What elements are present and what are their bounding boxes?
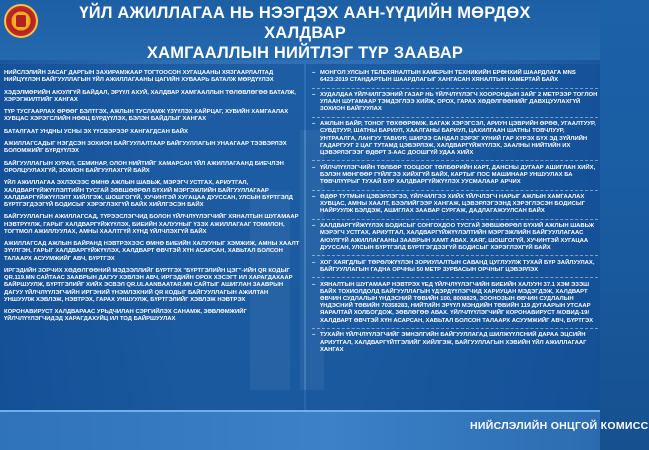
- instruction-item: ИРГЭДИЙН ЗОРЧИХ ХӨДӨЛГӨӨНИЙ МЭДЭЭЛЛИЙГ БҮРТГЭХ "БҮРТГЭЛИЙН ЦЭГ"-ИЙН QR КОДЫГ QR.119.MN САЙТААС ЗААВРЫН ДАГУУ ХЭВЛЭН АВЧ, ИРГЭДИЙН ОРОХ ХЭСЭГТ ИЛ ХАРАГДАХААР БАЙРШУУЛЖ, БҮРТГЭЛИЙГ ХИЙХ ЭСВЭЛ QR.ULAANBAATAR.MN САЙТЫГ АШИГЛАН ЗААВРЫН ДАГУУ ҮЙЛЧЛҮҮЛЭГЧИЙН ИРГЭНИЙ ҮНЭМЛЭХНИЙ QR КОДЫГ БАЙГУУЛЛАГЫН АЖИЛТАН УНШУУЛЖ ХЭВЛЭЖ, НЭВТРЭХ, ГАРАХ УНШУУЛЖ, БҮРТГЭЛИЙГ ХЭВЛЭЖ НЭВТРЭХ: [4, 267, 293, 303]
- emblem-center: [16, 15, 26, 27]
- instruction-item: КОРОНАВИРУСТ ХАЛДВАРААС УРЬДЧИЛАН СЭРГИЙЛЭХ САНАМЖ, ЗӨВЛӨМЖИЙГ ҮЙЛЧЛҮҮЛЭГЧИДЭД ХАРАГДАХУЙЦ ИЛ ТОД БАЙРШУУЛАХ: [4, 309, 247, 323]
- instruction-item: [312, 70, 598, 89]
- instruction-item: АЖИЛЛАГСАДЫГ НЭГДСЭН ЗОХИОН БАЙГУУЛАЛТААР БАЙГУУЛЛАГЫН УНААГААР ТЭЭВЭРЛЭХ БОЛОМЖИЙГ БҮРДҮҮЛЭХ: [4, 141, 287, 155]
- left-instructions-list: [4, 70, 300, 329]
- instruction-text: ХЯНАЛТЫН ШУГАМААР НЭВТРЭХ ҮЕД ҮЙЛЧЛҮҮЛЭГЧИЙН БИЕИЙН ХАЛУУН 37.1 ХЭМ ЭЗЭШ БАЙХ ТОХИОЛДОЛД БАЙГУУЛЛАГЫН ҮДЭРДҮҮЛЭГЧИД ХАРИУЦАН МЭДЭГДЭЖ, ХАЛДВАРТ ӨВЧИН СУДЛАЛЫН ҮНДЭСНИЙ ТӨВИЙН 100, 8008829, ЗООНОЗЫН ӨВЧИН СУДЛАЛЫН ҮНДЭСНИЙ ТӨВИЙН 70358283, НИЙТИЙН ЭРҮҮЛ МЭНДИЙН ТӨВИЙН 119 ДУГААРЫН УТСААР ЯАРАЛТАЙ ХОЛБОГДОЖ, ЗӨВЛӨГӨӨ АВАХ. ҮЙЛЧЛҮҮЛЭГЧИЙГ КОРОНАВИРУСТ /КОВИД-19/ ХАЛДВАРТ ӨВЧТЭЙ ХҮН АСАРСАН, ХАВЬТАЛ БОЛСОН ТАЛААРХ АСУУМЖИЙГ АВЧ, БҮРТГЭХ: [320, 281, 594, 324]
- instruction-item: ТҮР ТУСГААРЛАХ ӨРӨӨГ БЭЛТГЭХ, АЖЛЫН ТУСЛАМЖ ҮЗҮҮЛЭХ ХАЙРЦАГ, ХУВИЙН ХАМГААЛАХ ХУВЦАС ХЭРЭГСЛИЙН НӨӨЦ БҮРДҮҮЛЭХ, БЭЛЭН БАЙДЛЫГ ХАНГАХ: [4, 109, 289, 123]
- page-header: [0, 0, 600, 60]
- instruction-text: ТУХАЙН ҮЙЛЧЛҮҮЛЭГЧИЙГ ЭМНЭЛГИЙН БАЙГУУЛЛАГАД ШИЛЖҮҮЛСНИЙ ДАРАА ЭЦСИЙН АРИУТГАЛ, ХАЛДВАРГҮЙТГЭЛИЙГ ХИЙЛГЭЖ, БАЙГУУЛЛАГЫН ХЭВИЙН ҮЙЛ АЖИЛЛАГААГ ХАНГАХ: [320, 332, 587, 353]
- instruction-text: ӨДӨР ТУТМЫН ЦЭВЭРЛЭГЭЭ, ҮЙЛЧИЛГЭЭ ХИЙХ ҮЙЛЧЛЭГЧ НАРЫГ АЖЛЫН ХАМГААЛАХ ХУВЦАС, АМНЫ ХААЛТ, БЭЭЛИЙГЭЭР ХАНГАЖ, ЦЭВЭРЛЭГЭЭНД ХЭРЭГЛЭСЭН БОДИСЫГ НАЙРУУЛЖ БЭЛДЭЖ, АШИГЛАХ ЗААВАР СУРГАЖ, ДАДЛАГАЖУУЛСАН БАЙХ: [320, 193, 585, 215]
- bullet-icon: –: [312, 121, 316, 128]
- instruction-text: ХОГ ХАЯГДЛЫГ ТӨРӨЛЖҮҮЛЭН ЗОРИУЛАЛТЫН САВАНД ЦУГЛУУЛЖ ТУХАЙ БҮР ЗАЙЛУУЛАХ, БАЙГУУЛЛАГЫН ГАДНА ОРЧНЫ 50 МЕТР ЗУРВАСЫН ОРЧНЫГ ЦЭВЭРЛЭХ: [320, 259, 595, 273]
- instruction-text: МОНГОЛ УЛСЫН ТЕЛЕХЯНАЛТЫН КАМЕРЫН ТЕХНИКИЙН ЕРӨНХИЙ ШААРДЛАГА MNS 6423:2019 СТАНДАРТЫН ШААРДЛАГЫГ ХАНГАСАН ХЯНАЛТЫН КАМЕРТАЙ БАЙХ: [320, 70, 576, 84]
- bullet-icon: –: [312, 332, 316, 339]
- instruction-text: ХАЛДВАРГҮЙЖҮҮЛЭХ БОДИСЫГ СОНГОХДОО ТУСГАЙ ЗӨВШӨӨРӨЛ БҮХИЙ АЖЛЫН ШАВЬЖ МЭРЭГЧ УСТГАХ, АРИУТГАЛ, ХАЛДВАРГҮЙЖҮҮЛЭЛТИЙН МЭРГЭЖЛИЙН БАЙГУУЛЛАГААС АЮУЛГҮЙ АЖИЛЛАГААНЫ ЗААВРЫН ХАМТ АВАХ. ХАЯГ, ШОШГОГҮЙ, ХУЧИНТЭЙ ХУГАЦАА ДУУССАН, УЛСЫН БҮРТГЭЛД БҮРТГЭГДЭЭГҮЙ БОДИСЫГ ХЭРЭГЛЭХГҮЙ БАЙХ: [320, 223, 595, 251]
- bullet-icon: –: [312, 281, 316, 288]
- instruction-item: [312, 92, 598, 118]
- instruction-item: [312, 223, 598, 256]
- page-title: [50, 3, 560, 63]
- instruction-item: [312, 332, 598, 357]
- instruction-item: АЖИЛЛАГСАД АЖЛЫН БАЙРАНД НЭВТРЭХЭЭС ӨМНӨ БИЕИЙН ХАЛУУНЫГ ХЭМЖИЖ, АМНЫ ХААЛТ ЗҮҮЛГЭН, ГАРЫГ ХАЛДВАРГҮЙЖҮҮЛЭХ, ХАЛДВАРТ ӨВЧТЭЙ ХҮН АСАРСАН, ХАВЬТАЛ БОЛСОН ТАЛААРХ АСУУМЖИЙГ АВЧ, БҮРТГЭХ: [4, 241, 300, 262]
- bullet-icon: –: [312, 91, 316, 98]
- bullet-icon: –: [312, 70, 316, 76]
- instruction-item: [312, 165, 598, 191]
- instruction-item: ҮЙЛ АЖИЛЛАГАА ЭХЛЭХЭЭС ӨМНӨ АЖЛЫН ШАВЬЖ, МЭРЭГЧ УСТГАХ, АРИУТГАЛ, ХАЛДВАРГҮЙЖҮҮЛЭЛТИЙН ТУСГАЙ ЗӨВШӨӨРӨЛ БҮХИЙ МЭРГЭЖЛИЙН БАЙГУУЛЛАГААР ХАЛДВАРГҮЙЖҮҮЛЭЛТ ХИЙЛГЭЖ, ШОШГОГҮЙ, ХУЧИНТЭЙ ХУГАЦАА ДУУССАН, УЛСЫН БҮРТГЭЛД БҮРТГЭГДЭЭГҮЙ БОДИСЫГ ХЭРЭГЛЭХГҮЙ БАЙХ ХИЙЛГЭСЭН БАЙХ: [4, 180, 293, 208]
- instruction-text: ҮЙЛЧЛҮҮЛЭГЧИЙН ТӨЛБӨР ТООЦООГ ТӨЛБӨРИЙН КАРТ, ДАНСНЫ ДУГААР АШИГЛАН ХИЙХ, БЭЛЭН МӨНГӨӨР ГҮЙЛГЭЭ ХИЙХГҮЙ БАЙХ, КАРТЫГ ПОС МАШИНААР УНШУУЛАХ БА ТӨВЧЛҮҮРЫГ ТУХАЙ БҮР ХАЛДВАРГҮЙЖҮҮЛЭХ УУСМАЛААР АРЧИХ: [320, 164, 596, 186]
- footer-divider: [0, 410, 600, 412]
- instruction-item: БАЙГУУЛЛАГЫН ХУРАЛ, СЕМИНАР, ОЛОН НИЙТИЙГ ХАМАРСАН ҮЙЛ АЖИЛЛАГААНД БИЕЧЛЭН ОРОЛЦУУЛАХГҮЙ, ЗОХИОН БАЙГУУЛАХГҮЙ БАЙХ: [4, 160, 284, 174]
- instruction-text: ХУДАЛДАА ҮЙЛЧИЛГЭЭНИЙ ГАЗАР НЬ ҮЙЛЧЛҮҮЛЭГЧ ХООРОНДЫН ЗАЙГ 2 МЕТРЭЭР ТОГЛОН УЛААН ШУГАМААР ТЭМДЭГЛЭЭ ХИЙЖ, ОРОХ, ГАРАХ ХӨДӨЛГӨӨНИЙГ ДАВХЦУУЛАХГҮЙ ЗОХИОН БАЙГУУЛАХ: [320, 91, 598, 113]
- bullet-icon: –: [312, 193, 316, 200]
- city-emblem-icon: [4, 4, 38, 38]
- title-line-1: ҮЙЛ АЖИЛЛАГАА НЬ НЭЭГДЭХ ААН-ҮҮДИЙН МӨРДӨХ ХАЛДВАР: [79, 4, 531, 42]
- footer-organization: НИЙСЛЭЛИЙН ОНЦГОЙ КОМИСС: [470, 420, 649, 432]
- instruction-item: [312, 194, 598, 220]
- right-instructions-list: [312, 70, 598, 361]
- bullet-icon: –: [312, 223, 316, 230]
- instruction-item: БАТАЛГААТ УНДНЫ УСНЫ ЭХ ҮҮСВЭРЭЭР ХАНГАГДСАН БАЙХ: [4, 128, 188, 135]
- instruction-item: ХЭДЭЛМӨРИЙН АЮУЛГҮЙ БАЙДАЛ, ЭРҮҮЛ АХУЙ, ХАЛДВАР ХАМГААЛЛЫН ТӨЛӨВЛӨГӨӨ БАТАЛЖ, ХЭРЭГЖИЛТИЙГ ХАНГАХ: [4, 89, 296, 103]
- bullet-icon: –: [312, 164, 316, 171]
- title-line-2: ХАМГААЛЛЫН НИЙТЛЭГ ТҮР ЗААВАР: [146, 44, 464, 62]
- instruction-item: НИЙСЛЭЛИЙН ЗАСАГ ДАРГЫН ЗАХИРАМЖААР ТОГТООСОН ХУГАЦААНЫ ХЯЗГААРЛАЛТАД НИЙЦҮҮЛЭН БАЙГУУЛЛАГЫН ҮЙЛ АЖИЛЛАГААНЫ ЦАГИЙН ХУВААРЬ БАТАЛЖ МӨРДҮҮЛЭХ: [4, 70, 274, 84]
- bullet-icon: –: [312, 259, 316, 266]
- instruction-item: [312, 260, 598, 279]
- instruction-item: [312, 282, 598, 329]
- instruction-item: БАЙГУУЛЛАГЫН АЖИЛЛАГСАД, ТҮРЭЭСЛЭГЧИД БОЛОН ҮЙЛЧЛҮҮЛЭГЧИЙГ ХЯНАЛТЫН ШУГАМААР НЭВТРҮҮЛЖ, ГАРЫГ ХАЛДВАРГҮЙЖҮҮЛЭХ, БИЕИЙН ХАЛУУНЫГ ҮЗЭХ АЖИЛЛАГААГ ТОМИЛОН, ТОГТМОЛ АЖИЛЛУУЛАХ, АМНЫ ХААЛТГҮЙ ХҮНД ҮЙЛЧЛЭХГҮЙ БАЙХ: [4, 214, 299, 235]
- instruction-item: [312, 121, 598, 161]
- instruction-text: АЖЛЫН БАЙР, ТОНОГ ТӨХӨӨРӨМЖ, БАГАЖ ХЭРЭГСЭЛ, АРИУН ЦЭВРИЙН ӨРӨӨ, УГААЛТУУР, СУВДТУУР, ШАТНЫ БАРИУЛ, ХААЛГАНЫ БАРИУЛ, ЦАХИЛГААН ШАТНЫ ТОВЧЛУУР, УНТРААЛГА, ЛАНГУУ ТАВИУР, ШИРЭЭ САНДАЛ ЗЭРЭГ ХҮНИЙ ГАР ХҮРЭХ БҮХ ЭД ЗҮЙЛИЙН ГАДАРГУУГ 2 ЦАГ ТУТАМД ЦЭВЭРЛЭЖ, ХАЛДВАРГҮЙЖҮҮЛЭХ, ЗААЛНЫ НИЙТИЙН ИХ ЦЭВЭРЛЭГЭЭГ ӨДӨРТ 3-ААС ДООШГҮЙ УДАА ХИЙХ: [320, 121, 596, 156]
